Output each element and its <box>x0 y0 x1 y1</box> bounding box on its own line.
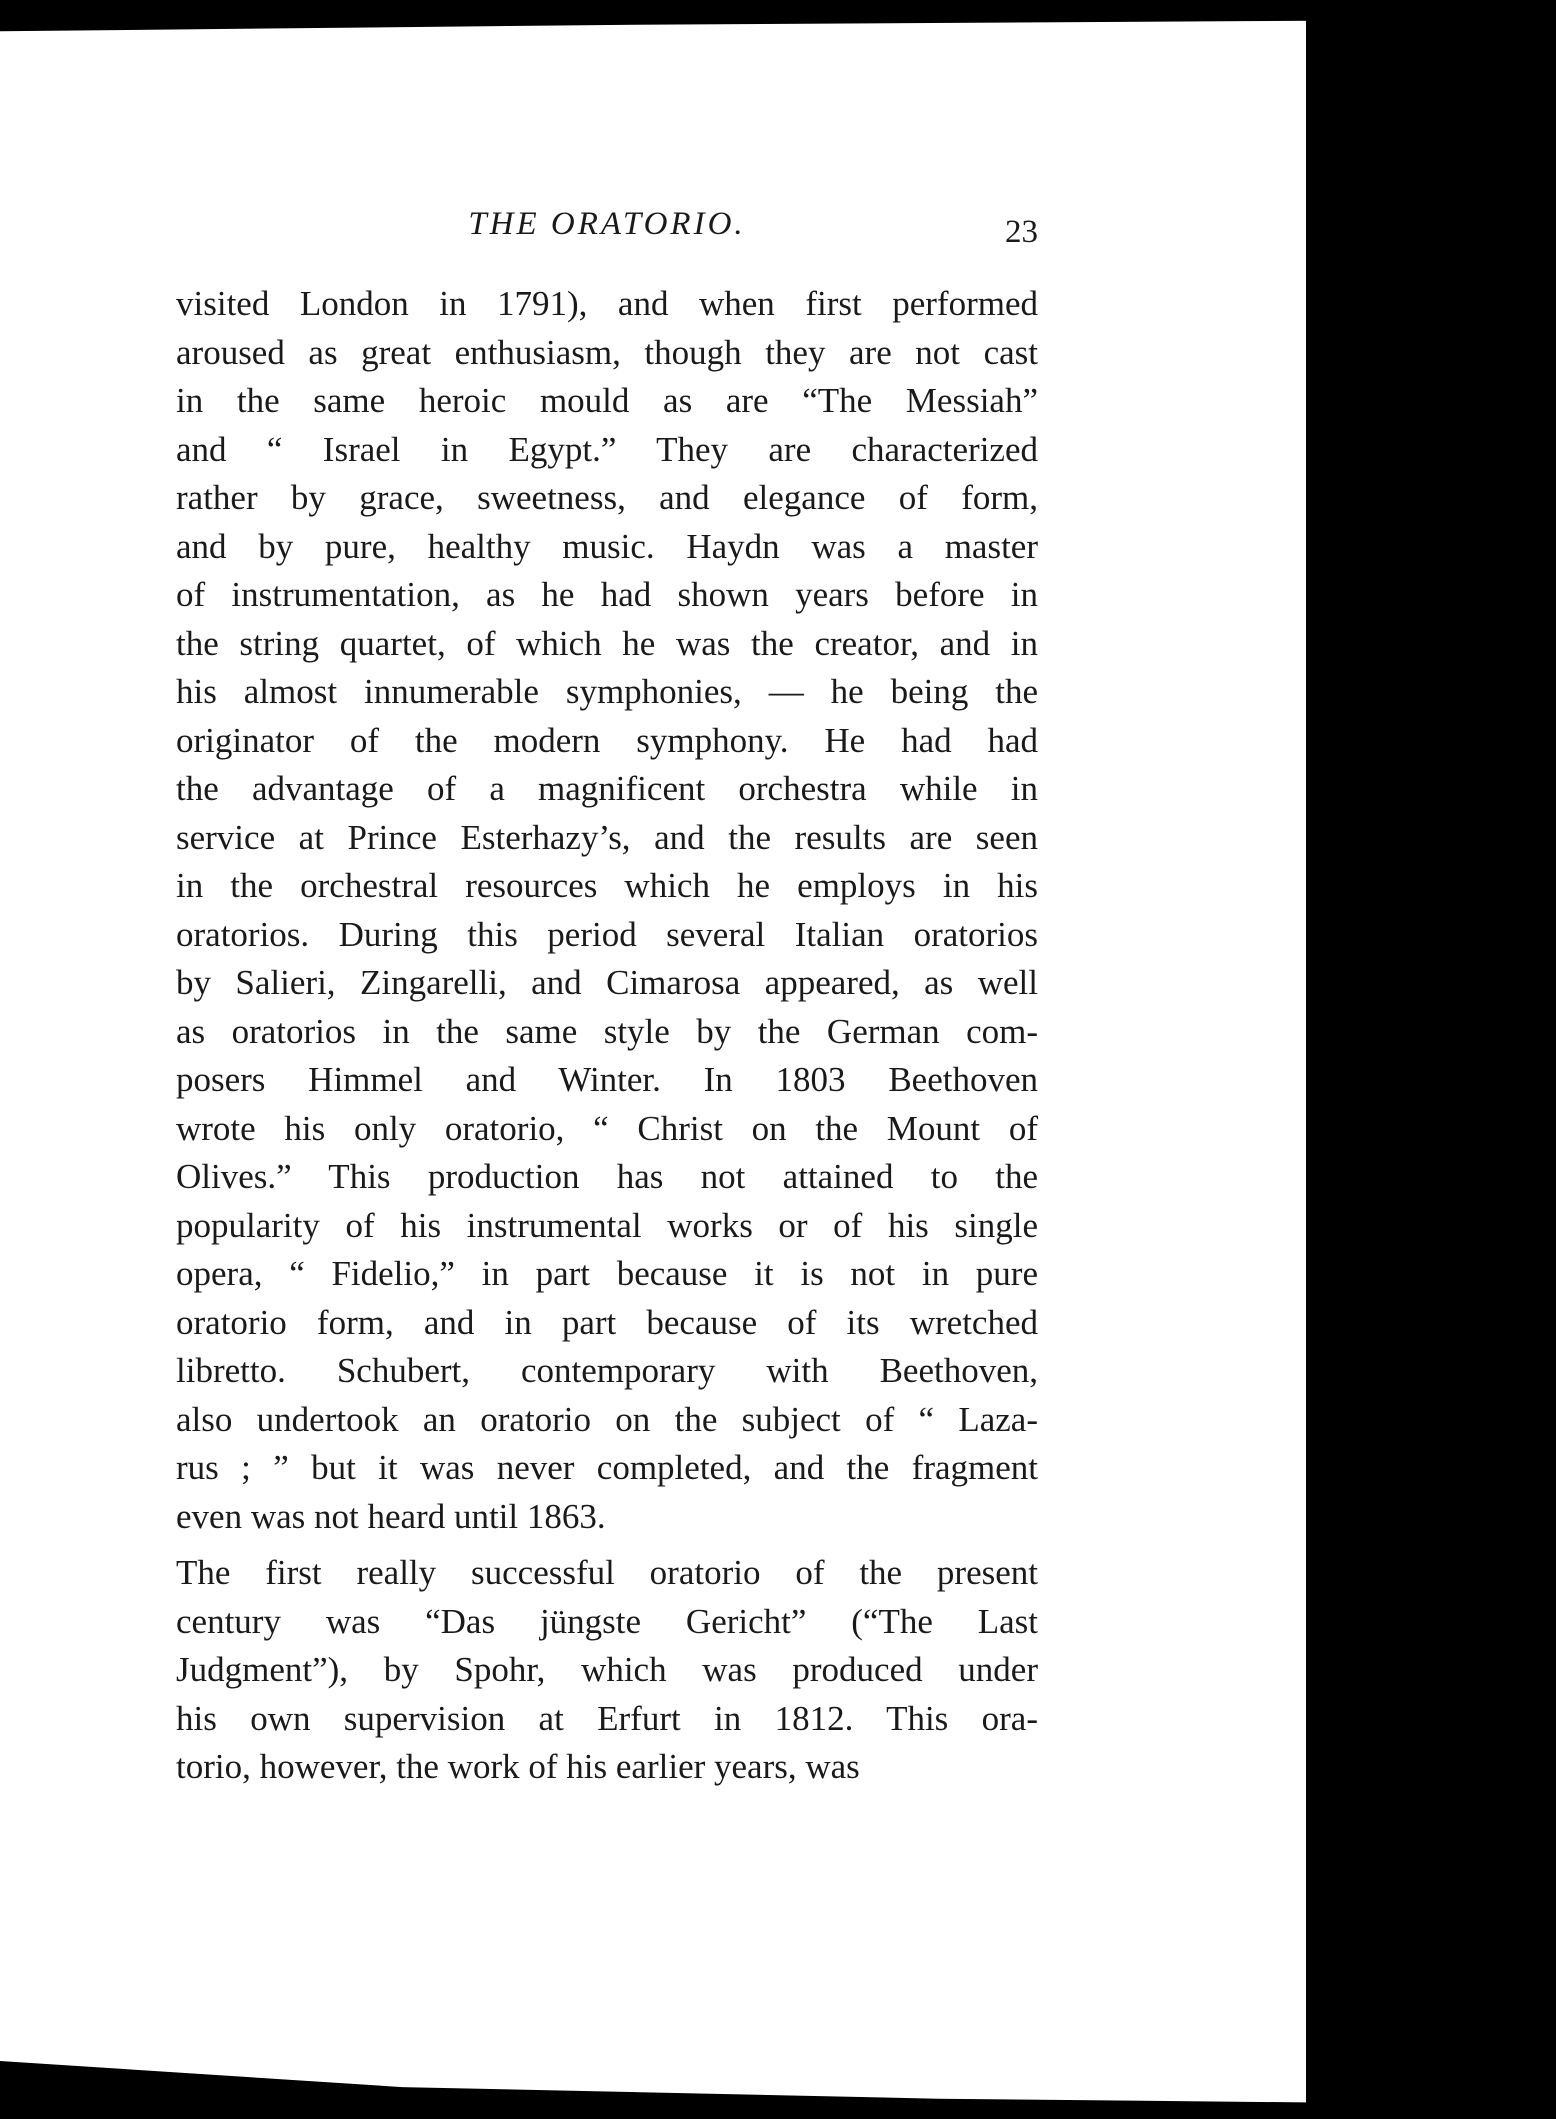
text-line: opera, “ Fidelio,” in part because it is not in pure <box>176 1254 1038 1293</box>
text-line: service at Prince Esterhazy’s, and the results are seen <box>176 817 1038 857</box>
text-line: oratorio form, and in part because of its wretched <box>176 1302 1038 1342</box>
text-line: his almost innumerable symphonies, — he being the <box>176 672 1038 711</box>
text-line: The first really successful oratorio of the present <box>176 1553 1038 1592</box>
text-line: Judgment”), by Spohr, which was produced under <box>176 1650 1038 1689</box>
text-line: visited London in 1791), and when first performed <box>176 284 1038 323</box>
running-head <box>176 206 1038 252</box>
text-line: the advantage of a magnificent orchestra while in <box>176 769 1038 808</box>
text-line: libretto. Schubert, contemporary with Beethoven, <box>176 1351 1038 1390</box>
text-line: torio, however, the work of his earlier years, was <box>176 1747 860 1786</box>
text-line: in the orchestral resources which he employs in his <box>176 866 1038 905</box>
text-line: rus ; ” but it was never completed, and the fragment <box>176 1448 1038 1487</box>
text-line: as oratorios in the same style by the German com- <box>176 1011 1038 1051</box>
text-line: oratorios. During this period several Italian oratorios <box>176 914 1038 954</box>
text-line: rather by grace, sweetness, and elegance of form, <box>176 478 1038 517</box>
text-line: his own supervision at Erfurt in 1812. This ora- <box>176 1698 1038 1738</box>
text-line: by Salieri, Zingarelli, and Cimarosa appeared, as well <box>176 963 1038 1002</box>
body-text <box>176 280 1038 1792</box>
text-line: aroused as great enthusiasm, though they are not cast <box>176 332 1038 372</box>
paragraph-gap <box>176 1541 1038 1549</box>
text-line: also undertook an oratorio on the subject of “ Laza- <box>176 1399 1038 1439</box>
text-line: even was not heard until 1863. <box>176 1496 606 1536</box>
scan-border-right <box>1306 0 1556 2119</box>
text-line: posers Himmel and Winter. In 1803 Beethoven <box>176 1060 1038 1099</box>
text-line: and by pure, healthy music. Haydn was a master <box>176 526 1038 566</box>
text-line: originator of the modern symphony. He had had <box>176 720 1038 760</box>
paragraph <box>176 280 1038 1541</box>
text-line: the string quartet, of which he was the creator, and in <box>176 623 1038 663</box>
text-line: and “ Israel in Egypt.” They are characterized <box>176 429 1038 469</box>
page-number: 23 <box>1005 214 1038 250</box>
running-title: THE ORATORIO. <box>468 206 746 242</box>
paragraph <box>176 1549 1038 1792</box>
text-line: of instrumentation, as he had shown years before in <box>176 575 1038 614</box>
text-line: popularity of his instrumental works or of his single <box>176 1205 1038 1245</box>
text-line: century was “Das jüngste Gericht” (“The Last <box>176 1601 1038 1641</box>
text-line: Olives.” This production has not attained to the <box>176 1157 1038 1196</box>
text-line: in the same heroic mould as are “The Messiah” <box>176 381 1038 420</box>
text-line: wrote his only oratorio, “ Christ on the Mount of <box>176 1108 1038 1148</box>
